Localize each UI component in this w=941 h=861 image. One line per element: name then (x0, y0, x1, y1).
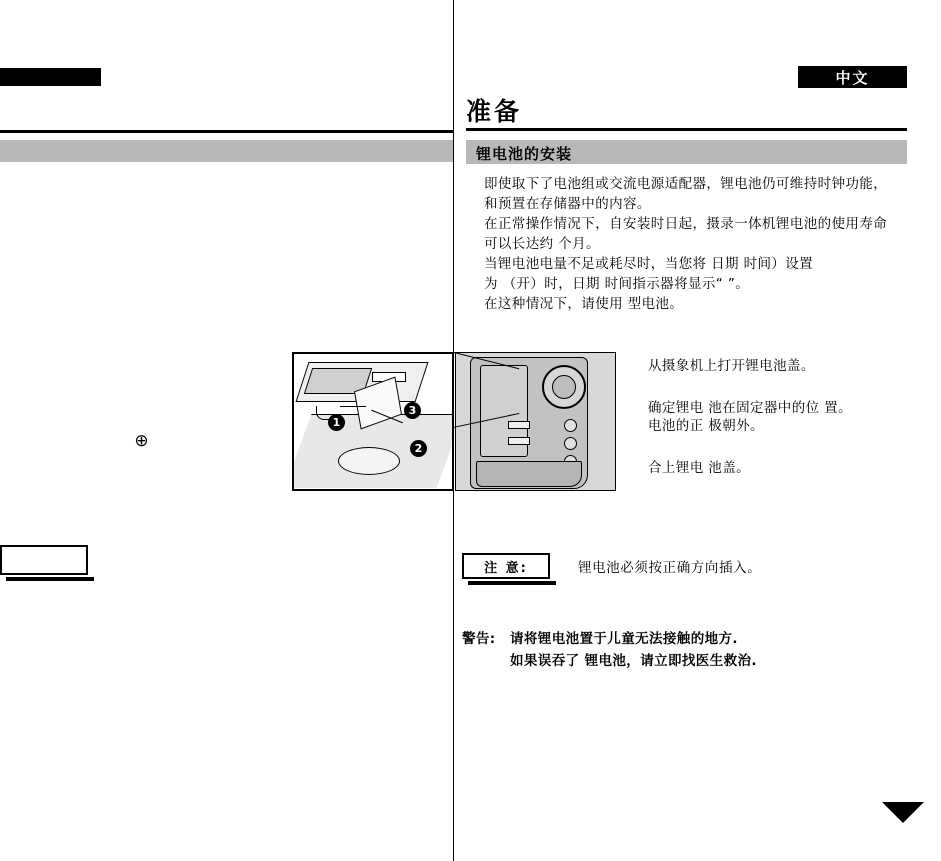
body-line: 在正常操作情况下，自安装时日起，摄录一体机锂电池的使用寿命 (484, 216, 888, 232)
camcorder-base-shape (476, 461, 582, 487)
body-line: 可以长达约 个月。 (484, 236, 600, 252)
body-line: 即使取下了电池组或交流电源适配器，锂电池仍可维持时钟功能， (484, 176, 888, 192)
note-text: 锂电池必须按正确方向插入。 (578, 560, 762, 576)
camcorder-lens-inner-shape (552, 375, 576, 399)
step-item-1: 从摄象机上打开锂电池盖。 (648, 358, 815, 374)
warning-label: 警告: (462, 631, 496, 647)
camcorder-port-shape (508, 421, 530, 429)
section-header-band (466, 140, 907, 164)
note-label-box: 注 意: (462, 553, 550, 579)
body-line: 为 （开）时，日期 时间指示器将显示“ ”。 (484, 276, 750, 292)
body-text-block (484, 174, 907, 314)
step-badge-1: 1 (328, 414, 345, 431)
title-rule (466, 128, 907, 131)
left-page-note-box (0, 545, 88, 575)
left-page-header-block (0, 68, 101, 86)
step-item-3: 合上锂电 池盖。 (648, 460, 750, 476)
plus-polarity-icon: ⊕ (134, 431, 149, 451)
body-line: 和预置在存储器中的内容。 (484, 196, 651, 212)
step-item-2: 确定锂电 池在固定器中的位 置。 (648, 400, 852, 416)
body-line: 当锂电池电量不足或耗尽时，当您将 日期 时间）设置 (484, 256, 814, 272)
warning-line: 请将锂电池置于儿童无法接触的地方. (510, 631, 738, 647)
left-page-section-band (0, 140, 453, 162)
page-title: 准备 (466, 97, 523, 126)
battery-compartment-illustration (292, 352, 454, 491)
camcorder-button-shape (564, 419, 577, 432)
lithium-coin-cell-shape (338, 447, 400, 475)
language-tab: 中文 (798, 66, 907, 88)
step-badge-3: 3 (404, 402, 421, 419)
camcorder-port-shape (508, 437, 530, 445)
body-line: 在这种情况下，请使用 型电池。 (484, 296, 684, 312)
step-badge-2: 2 (410, 440, 427, 457)
warning-line: 如果误吞了 锂电池，请立即找医生救治. (510, 653, 757, 669)
arrow-line-3 (340, 406, 366, 407)
section-title: 锂电池的安装 (476, 145, 573, 163)
step-item-2-note: 电池的正 极朝外。 (648, 418, 764, 434)
camcorder-button-shape (564, 437, 577, 450)
warning-lines (510, 628, 910, 672)
step-instructions (648, 356, 908, 500)
page-corner-triangle-icon (882, 802, 924, 823)
left-page-rule (0, 130, 453, 133)
